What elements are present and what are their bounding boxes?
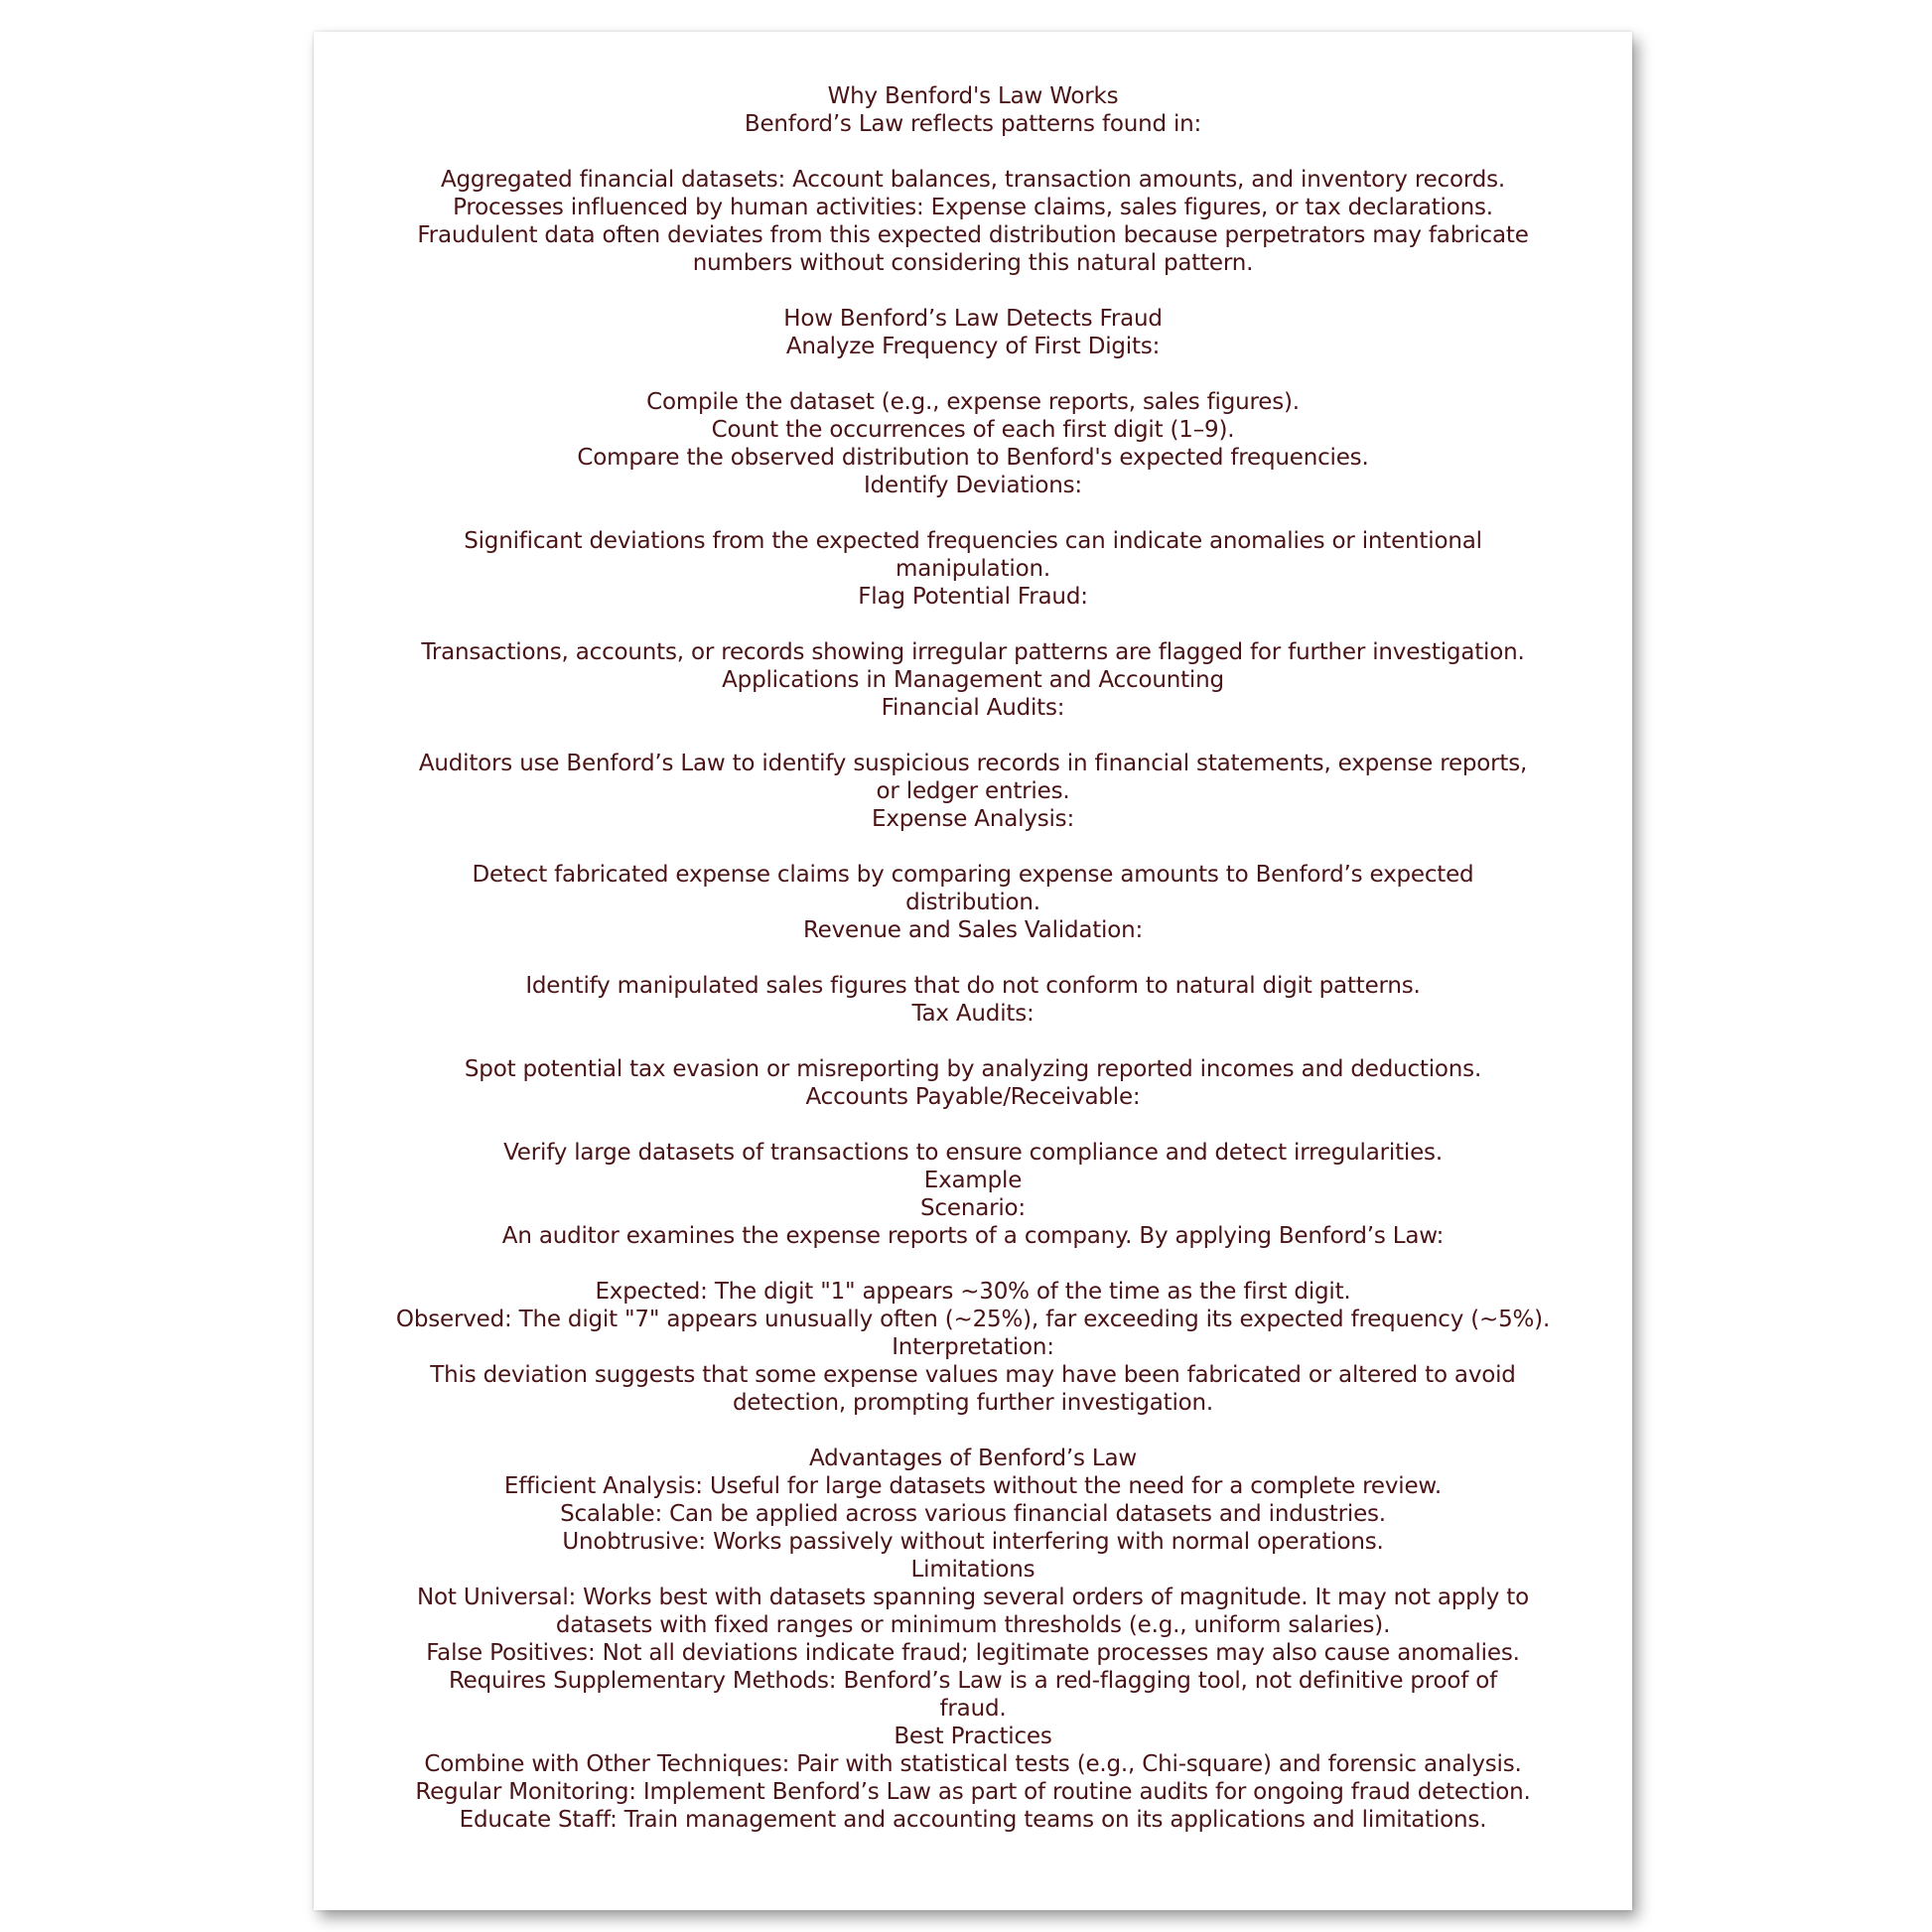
document-body (314, 82, 1632, 1834)
document-line: Interpretation: (892, 1334, 1054, 1360)
document-line: Expected: The digit "1" appears ~30% of the time as the first digit. (595, 1279, 1351, 1305)
document-line: Scalable: Can be applied across various financial datasets and industries. (560, 1501, 1386, 1527)
document-line: Count the occurrences of each first digit (1–9). (711, 417, 1235, 443)
blank-line (314, 833, 1632, 861)
document-line: Expense Analysis: (871, 806, 1075, 832)
document-line: Accounts Payable/Receivable: (805, 1084, 1141, 1110)
document-line: Aggregated financial datasets: Account balances, transaction amounts, and inventory records. (440, 167, 1505, 193)
blank-line (314, 360, 1632, 388)
document-line: Tax Audits: (911, 1001, 1035, 1027)
document-line: Spot potential tax evasion or misreporting by analyzing reported incomes and deductions. (464, 1056, 1482, 1082)
document-line: manipulation. (896, 556, 1050, 582)
document-page (314, 32, 1632, 1910)
blank-line (314, 944, 1632, 972)
document-line: Compile the dataset (e.g., expense reports, sales figures). (646, 389, 1300, 415)
document-line: Processes influenced by human activities: Expense claims, sales figures, or tax declarations. (453, 195, 1493, 220)
blank-line (314, 722, 1632, 750)
document-line: This deviation suggests that some expense values may have been fabricated or altered to avoid (430, 1362, 1516, 1388)
document-line: Unobtrusive: Works passively without interfering with normal operations. (562, 1529, 1384, 1555)
document-line: Why Benford's Law Works (827, 83, 1119, 109)
document-line: Scenario: (920, 1195, 1026, 1221)
document-line: Revenue and Sales Validation: (802, 917, 1144, 943)
document-line: Identify Deviations: (864, 473, 1082, 498)
document-line: distribution. (905, 890, 1040, 915)
document-line: Flag Potential Fraud: (858, 584, 1088, 610)
document-line: Efficient Analysis: Useful for large datasets without the need for a complete review. (503, 1473, 1443, 1499)
blank-line (314, 277, 1632, 305)
document-line: Requires Supplementary Methods: Benford’s Law is a red-flagging tool, not definitive proof of (448, 1668, 1498, 1694)
document-line: fraud. (939, 1696, 1007, 1722)
document-line: Advantages of Benford’s Law (808, 1446, 1138, 1471)
blank-line (314, 1111, 1632, 1139)
document-line: Verify large datasets of transactions to ensure compliance and detect irregularities. (503, 1140, 1443, 1166)
document-line: datasets with fixed ranges or minimum thresholds (e.g., uniform salaries). (555, 1612, 1391, 1638)
blank-line (314, 499, 1632, 527)
document-line: Significant deviations from the expected frequencies can indicate anomalies or intentional (464, 528, 1482, 554)
document-line: Financial Audits: (881, 695, 1065, 721)
blank-line (314, 1250, 1632, 1278)
document-line: Identify manipulated sales figures that do not conform to natural digit patterns. (525, 973, 1421, 999)
document-line: An auditor examines the expense reports of a company. By applying Benford’s Law: (501, 1223, 1445, 1249)
document-line: Combine with Other Techniques: Pair with statistical tests (e.g., Chi-square) and forensic analysis. (424, 1751, 1522, 1777)
document-line: or ledger entries. (876, 778, 1070, 804)
document-line: False Positives: Not all deviations indicate fraud; legitimate processes may also cause anomalies. (426, 1640, 1520, 1666)
document-line: Fraudulent data often deviates from this expected distribution because perpetrators may fabricate (417, 222, 1529, 248)
document-line: Not Universal: Works best with datasets spanning several orders of magnitude. It may not apply to (417, 1585, 1529, 1610)
document-line: detection, prompting further investigation. (733, 1390, 1213, 1416)
document-line: Example (923, 1168, 1023, 1193)
blank-line (314, 1028, 1632, 1055)
blank-line (314, 1417, 1632, 1445)
document-line: Transactions, accounts, or records showing irregular patterns are flagged for further investigation. (421, 639, 1525, 665)
document-line: Educate Staff: Train management and accounting teams on its applications and limitations. (459, 1807, 1487, 1833)
document-line: Analyze Frequency of First Digits: (785, 334, 1161, 359)
document-line: Compare the observed distribution to Benford's expected frequencies. (577, 445, 1369, 471)
document-line: How Benford’s Law Detects Fraud (783, 306, 1163, 332)
document-line: Limitations (910, 1557, 1035, 1583)
document-line: numbers without considering this natural pattern. (692, 250, 1254, 276)
document-line: Best Practices (894, 1724, 1052, 1749)
blank-line (314, 138, 1632, 166)
document-line: Detect fabricated expense claims by comparing expense amounts to Benford’s expected (472, 862, 1474, 888)
document-line: Applications in Management and Accounting (722, 667, 1224, 693)
document-line: Auditors use Benford’s Law to identify suspicious records in financial statements, expense reports, (418, 751, 1528, 776)
document-line: Benford’s Law reflects patterns found in: (744, 111, 1202, 137)
blank-line (314, 611, 1632, 638)
document-line: Regular Monitoring: Implement Benford’s Law as part of routine audits for ongoing fraud detection. (415, 1779, 1531, 1805)
document-line: Observed: The digit "7" appears unusually often (~25%), far exceeding its expected frequency (~5%). (395, 1307, 1551, 1332)
